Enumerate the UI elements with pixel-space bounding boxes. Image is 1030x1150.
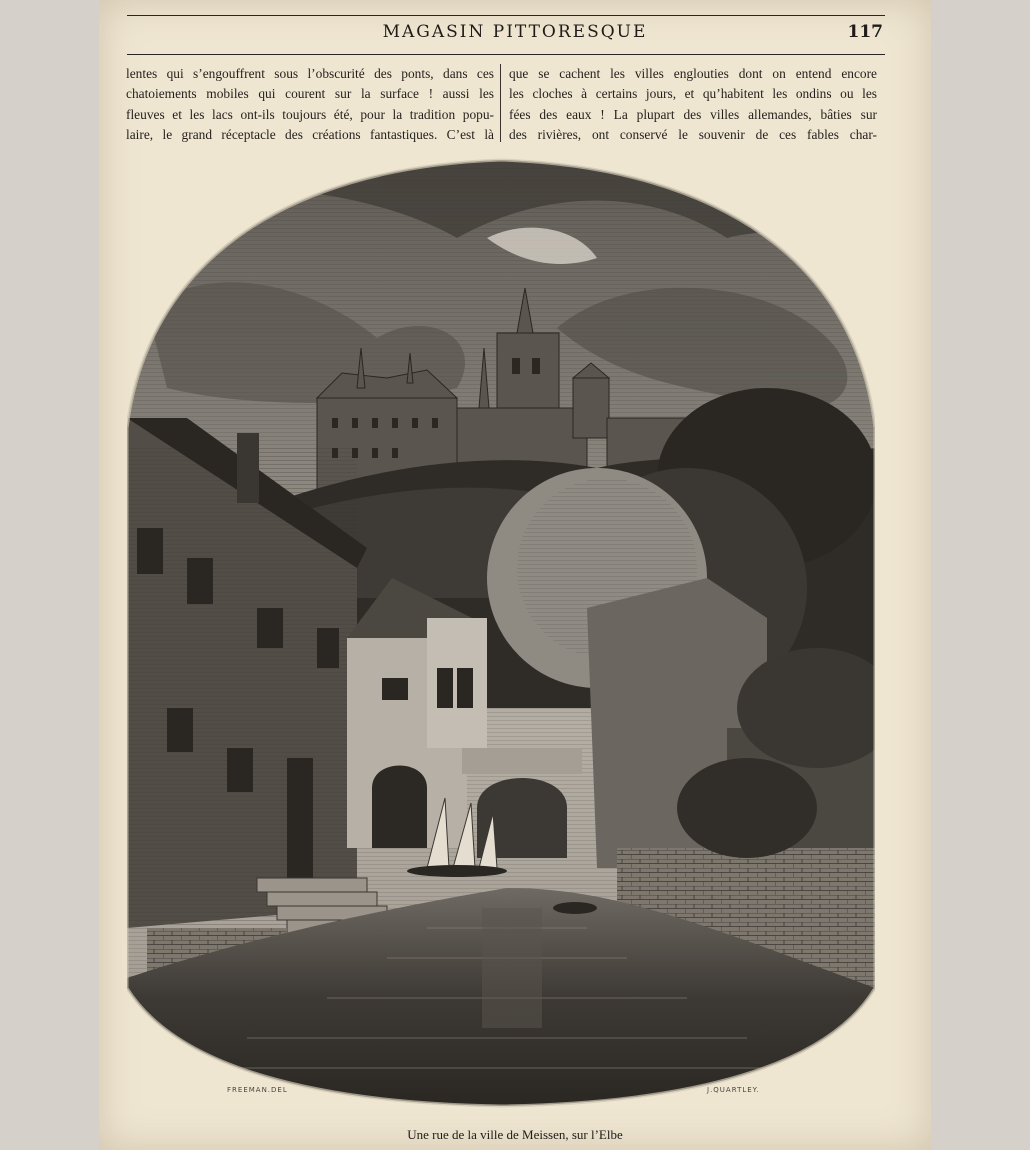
text-column-right (509, 64, 877, 145)
running-title: MAGASIN PITTORESQUE (382, 22, 648, 42)
column-divider (500, 64, 501, 142)
header-top-rule (127, 15, 885, 16)
text-line: fleuves et les lacs ont-ils toujours été, pour la tradition popu- (126, 106, 494, 122)
page-number: 117 (847, 22, 883, 42)
engraver-credit: J.QUARTLEY. (707, 1086, 760, 1094)
text-line: laire, le grand réceptacle des créations fantastiques. C’est là (126, 126, 494, 142)
text-line: fées des eaux ! La plupart des villes allemandes, bâties sur (509, 106, 877, 122)
header-bottom-rule (127, 54, 885, 55)
figure-caption: Une rue de la ville de Meissen, sur l’Elbe (407, 1127, 623, 1142)
text-line: des rivières, ont conservé le souvenir de ces fables char- (509, 126, 877, 142)
text-column-left (126, 64, 494, 145)
text-line: que se cachent les villes englouties dont on entend encore (509, 66, 877, 81)
text-line: lentes qui s’engouffrent sous l’obscurité des ponts, dans ces (126, 66, 494, 81)
journal-page (99, 0, 931, 1150)
text-line: chatoiements mobiles qui courent sur la surface ! aussi les (126, 86, 494, 102)
artist-credit: FREEMAN.DEL (227, 1086, 288, 1094)
engraving-figure (127, 148, 875, 1108)
text-line: les cloches à certains jours, et qu’habitent les ondins ou les (509, 86, 877, 102)
engraving-illustration (127, 148, 875, 1108)
